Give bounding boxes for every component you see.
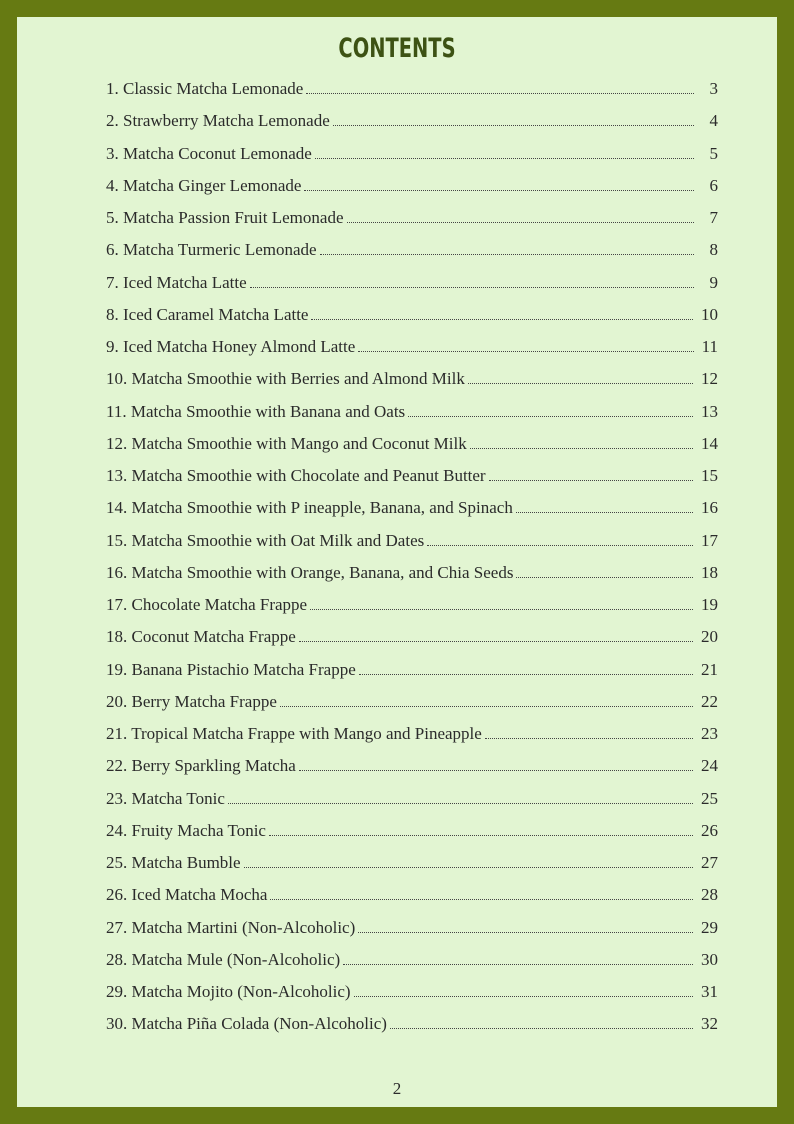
dot-leader <box>311 319 693 320</box>
page-number: 2 <box>392 1079 402 1098</box>
toc-entry[interactable] <box>106 466 718 498</box>
toc-entry-page: 31 <box>701 982 718 1001</box>
toc-entry-title: 30. Matcha Piña Colada (Non-Alcoholic) <box>106 1014 387 1034</box>
toc-entry[interactable] <box>106 1014 718 1046</box>
toc-entry-page: 10 <box>701 304 718 324</box>
toc-entry[interactable] <box>106 111 718 143</box>
toc-entry-title: 2. Strawberry Matcha Lemonade <box>106 111 330 131</box>
toc-entry[interactable] <box>106 918 718 950</box>
toc-entry-title: 11. Matcha Smoothie with Banana and Oats <box>106 401 406 421</box>
toc-entry-title: 3. Matcha Coconut Lemonade <box>106 143 312 163</box>
toc-entry-page: 12 <box>701 369 718 389</box>
dot-leader <box>485 738 693 739</box>
toc-entry-title: 16. Matcha Smoothie with Orange, Banana, and Chia Seeds <box>106 562 514 582</box>
toc-entry[interactable] <box>106 724 718 756</box>
toc-entry[interactable] <box>106 434 718 466</box>
toc-entry-title: 4. Matcha Ginger Lemonade <box>106 175 302 195</box>
dot-leader <box>304 190 694 191</box>
dot-leader <box>347 222 695 223</box>
toc-entry-title: 21. Tropical Matcha Frappe with Mango and Pineapple <box>106 724 482 743</box>
dot-leader <box>320 254 694 255</box>
toc-entry-page: 20 <box>701 627 718 647</box>
dot-leader <box>354 996 693 997</box>
dot-leader <box>359 674 693 675</box>
toc-entry-title: 6. Matcha Turmeric Lemonade <box>106 240 317 260</box>
toc-entry[interactable] <box>106 273 718 305</box>
toc-entry-page: 14 <box>701 433 718 453</box>
dot-leader <box>269 835 693 836</box>
toc-entry-page: 3 <box>709 79 718 98</box>
toc-entry[interactable] <box>106 208 718 240</box>
toc-entry-page: 16 <box>701 498 718 518</box>
toc-entry-page: 13 <box>701 401 718 421</box>
toc-entry-page: 8 <box>709 240 718 260</box>
toc-entry-title: 28. Matcha Mule (Non-Alcoholic) <box>106 949 341 969</box>
toc-entry[interactable] <box>106 402 718 434</box>
toc-entry-title: 27. Matcha Martini (Non-Alcoholic) <box>106 917 356 937</box>
dot-leader <box>310 609 693 610</box>
toc-entry-page: 21 <box>701 659 718 679</box>
dot-leader <box>270 899 693 900</box>
toc-entry-page: 4 <box>709 111 718 131</box>
toc-entry[interactable] <box>106 885 718 917</box>
toc-entry[interactable] <box>106 692 718 724</box>
toc-entry[interactable] <box>106 627 718 659</box>
toc-entry-page: 26 <box>701 820 718 840</box>
document-page <box>17 17 777 1107</box>
toc-entry[interactable] <box>106 305 718 337</box>
toc-entry-title: 24. Fruity Macha Tonic <box>106 820 266 840</box>
toc-entry-page: 17 <box>701 530 718 550</box>
dot-leader <box>516 512 693 513</box>
toc-entry[interactable] <box>106 176 718 208</box>
dot-leader <box>358 351 693 352</box>
dot-leader <box>390 1028 693 1029</box>
toc-entry-title: 29. Matcha Mojito (Non-Alcoholic) <box>106 982 351 1001</box>
toc-entry[interactable] <box>106 498 718 530</box>
dot-leader <box>250 287 694 288</box>
toc-entry[interactable] <box>106 982 718 1014</box>
toc-entry-title: 9. Iced Matcha Honey Almond Latte <box>106 337 356 356</box>
toc-entry-title: 20. Berry Matcha Frappe <box>106 691 277 711</box>
toc-entry-title: 5. Matcha Passion Fruit Lemonade <box>106 208 344 227</box>
page-title: CONTENTS <box>338 33 456 64</box>
toc-entry-title: 14. Matcha Smoothie with P ineapple, Banana, and Spinach <box>106 498 513 518</box>
dot-leader <box>343 964 693 965</box>
toc-entry-title: 22. Berry Sparkling Matcha <box>106 756 296 776</box>
table-of-contents <box>106 79 718 1047</box>
toc-entry[interactable] <box>106 563 718 595</box>
toc-entry-title: 15. Matcha Smoothie with Oat Milk and Dates <box>106 530 425 550</box>
dot-leader <box>408 416 693 417</box>
dot-leader <box>470 448 693 449</box>
toc-entry[interactable] <box>106 240 718 272</box>
toc-entry-page: 22 <box>701 691 718 711</box>
toc-entry-title: 25. Matcha Bumble <box>106 853 241 872</box>
toc-entry-title: 13. Matcha Smoothie with Chocolate and Peanut Butter <box>106 466 486 485</box>
toc-entry[interactable] <box>106 853 718 885</box>
toc-entry-page: 9 <box>709 272 718 292</box>
dot-leader <box>468 383 693 384</box>
dot-leader <box>228 803 693 804</box>
toc-entry-page: 7 <box>709 208 718 227</box>
dot-leader <box>315 158 694 159</box>
toc-entry[interactable] <box>106 337 718 369</box>
toc-entry-title: 17. Chocolate Matcha Frappe <box>106 595 308 614</box>
dot-leader <box>333 125 694 126</box>
toc-entry-page: 27 <box>701 853 718 872</box>
toc-entry-page: 28 <box>701 885 718 905</box>
toc-entry[interactable] <box>106 756 718 788</box>
toc-entry-page: 6 <box>709 175 718 195</box>
toc-entry-title: 12. Matcha Smoothie with Mango and Coconut Milk <box>106 433 467 453</box>
toc-entry[interactable] <box>106 789 718 821</box>
toc-entry-page: 11 <box>701 337 718 356</box>
toc-entry-title: 19. Banana Pistachio Matcha Frappe <box>106 659 356 679</box>
toc-entry-page: 24 <box>701 756 718 776</box>
toc-entry-title: 26. Iced Matcha Mocha <box>106 885 268 905</box>
toc-entry[interactable] <box>106 660 718 692</box>
toc-entry-page: 30 <box>701 949 718 969</box>
toc-entry-title: 7. Iced Matcha Latte <box>106 272 247 292</box>
dot-leader <box>299 770 693 771</box>
dot-leader <box>306 93 694 94</box>
dot-leader <box>280 706 693 707</box>
toc-entry-page: 18 <box>701 562 718 582</box>
dot-leader <box>516 577 693 578</box>
toc-entry[interactable] <box>106 531 718 563</box>
toc-entry[interactable] <box>106 369 718 401</box>
dot-leader <box>358 932 693 933</box>
toc-entry-title: 8. Iced Caramel Matcha Latte <box>106 304 309 324</box>
toc-entry-title: 23. Matcha Tonic <box>106 788 225 808</box>
dot-leader <box>244 867 693 868</box>
dot-leader <box>299 641 693 642</box>
dot-leader <box>427 545 693 546</box>
toc-entry-title: 18. Coconut Matcha Frappe <box>106 627 296 647</box>
toc-entry[interactable] <box>106 595 718 627</box>
toc-entry-page: 5 <box>709 143 718 163</box>
dot-leader <box>489 480 693 481</box>
toc-entry[interactable] <box>106 144 718 176</box>
toc-entry[interactable] <box>106 821 718 853</box>
toc-entry-page: 25 <box>701 788 718 808</box>
toc-entry-page: 32 <box>701 1014 718 1034</box>
toc-entry-page: 19 <box>701 595 718 614</box>
toc-entry-page: 15 <box>701 466 718 485</box>
toc-entry-title: 10. Matcha Smoothie with Berries and Almond Milk <box>106 369 465 389</box>
toc-entry-page: 29 <box>701 917 718 937</box>
toc-entry-title: 1. Classic Matcha Lemonade <box>106 79 304 98</box>
toc-entry[interactable] <box>106 950 718 982</box>
toc-entry[interactable] <box>106 79 718 111</box>
toc-entry-page: 23 <box>701 724 718 743</box>
